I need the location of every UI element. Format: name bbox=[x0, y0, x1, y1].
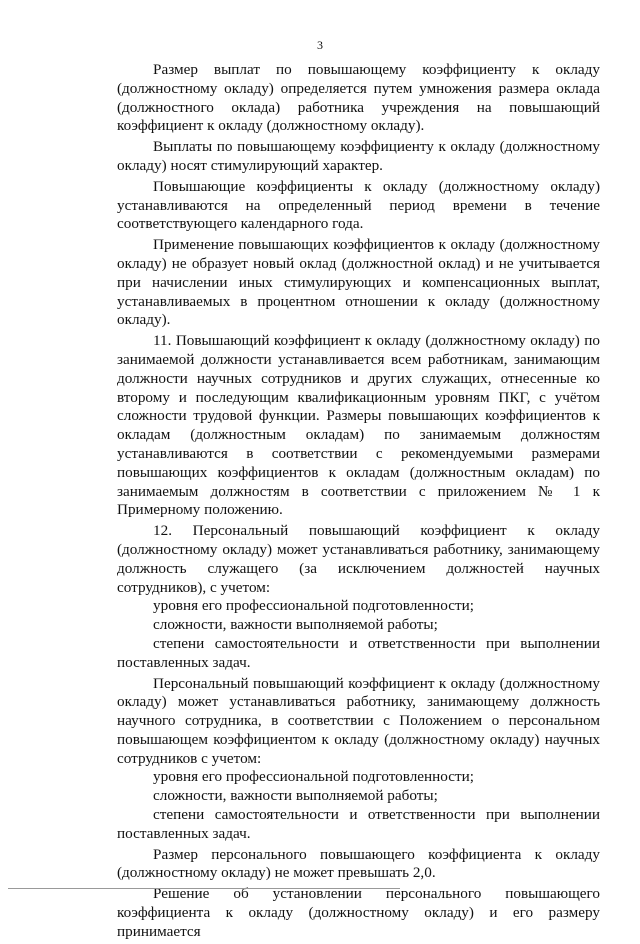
document-body bbox=[117, 61, 600, 944]
criteria-item-4: уровня его профессиональной подготовленности; bbox=[153, 768, 475, 786]
criteria-item-2: сложности, важности выполняемой работы; bbox=[153, 616, 438, 634]
footer-divider bbox=[8, 888, 400, 889]
paragraph-max-size: Размер персонального повышающего коэффициента к окладу (должностному окладу) не может превышать 2,0. bbox=[117, 845, 600, 882]
criteria-item-6: степени самостоятельности и ответственности при выполнении поставленных задач. bbox=[117, 806, 600, 842]
page-number: 3 bbox=[317, 38, 323, 52]
paragraph-3: Повышающие коэффициенты к окладу (должностному окладу) устанавливаются на определенный период времени в течение соответствующего календарного года. bbox=[117, 177, 600, 233]
paragraph-4: Применение повышающих коэффициентов к окладу (должностному окладу) не образует новый оклад (должностной оклад) и не учитывается при начислении иных стимулирующих и компенсационных выплат, устанавливаемых в процентном отношении к окладу (должностному окладу). bbox=[117, 236, 600, 329]
paragraph-1: Размер выплат по повышающему коэффициенту к окладу (должностному окладу) определяется путем умножения размера оклада (должностного оклада) работника учреждения на повышающий коэффициент к окладу (должностному окладу). bbox=[117, 61, 600, 135]
paragraph-scientific-staff: Персональный повышающий коэффициент к окладу (должностному окладу) может устанавливаться работнику, занимающему должность научного сотрудника, в соответствии с Положением о персональном повышающем коэффициентом к окладу (должностному окладу) научных сотрудников с учетом: bbox=[117, 674, 600, 767]
paragraph-2: Выплаты по повышающему коэффициенту к окладу (должностному окладу) носят стимулирующий характер. bbox=[117, 138, 600, 174]
criteria-item-1: уровня его профессиональной подготовленности; bbox=[153, 597, 475, 615]
paragraph-clause-11: 11. Повышающий коэффициент к окладу (должностному окладу) по занимаемой должности устанавливается всем работникам, занимающим должности научных сотрудников и других служащих, отнесенные ко второму и последующим квалификационным уровням ПКГ, с учётом сложности трудовой функции. Размеры повышающих коэффициентов к окладам (должностным окладам) по занимаемым должностям устанавливаются в соответствии с рекомендуемыми размерами повышающих коэффициентов к окладам (должностным окладам) по занимаемым должностям в соответствии с приложением № 1 к Примерному положению. bbox=[117, 332, 600, 519]
criteria-item-5: сложности, важности выполняемой работы; bbox=[153, 787, 438, 805]
paragraph-decision: Решение об установлении персонального повышающего коэффициента к окладу (должностному окладу) и его размеру принимается bbox=[117, 885, 600, 940]
criteria-item-3: степени самостоятельности и ответственности при выполнении поставленных задач. bbox=[117, 634, 600, 671]
paragraph-clause-12: 12. Персональный повышающий коэффициент к окладу (должностному окладу) может устанавливаться работнику, занимающему должность служащего (за исключением должностей научных сотрудников), с учетом: bbox=[117, 522, 600, 596]
